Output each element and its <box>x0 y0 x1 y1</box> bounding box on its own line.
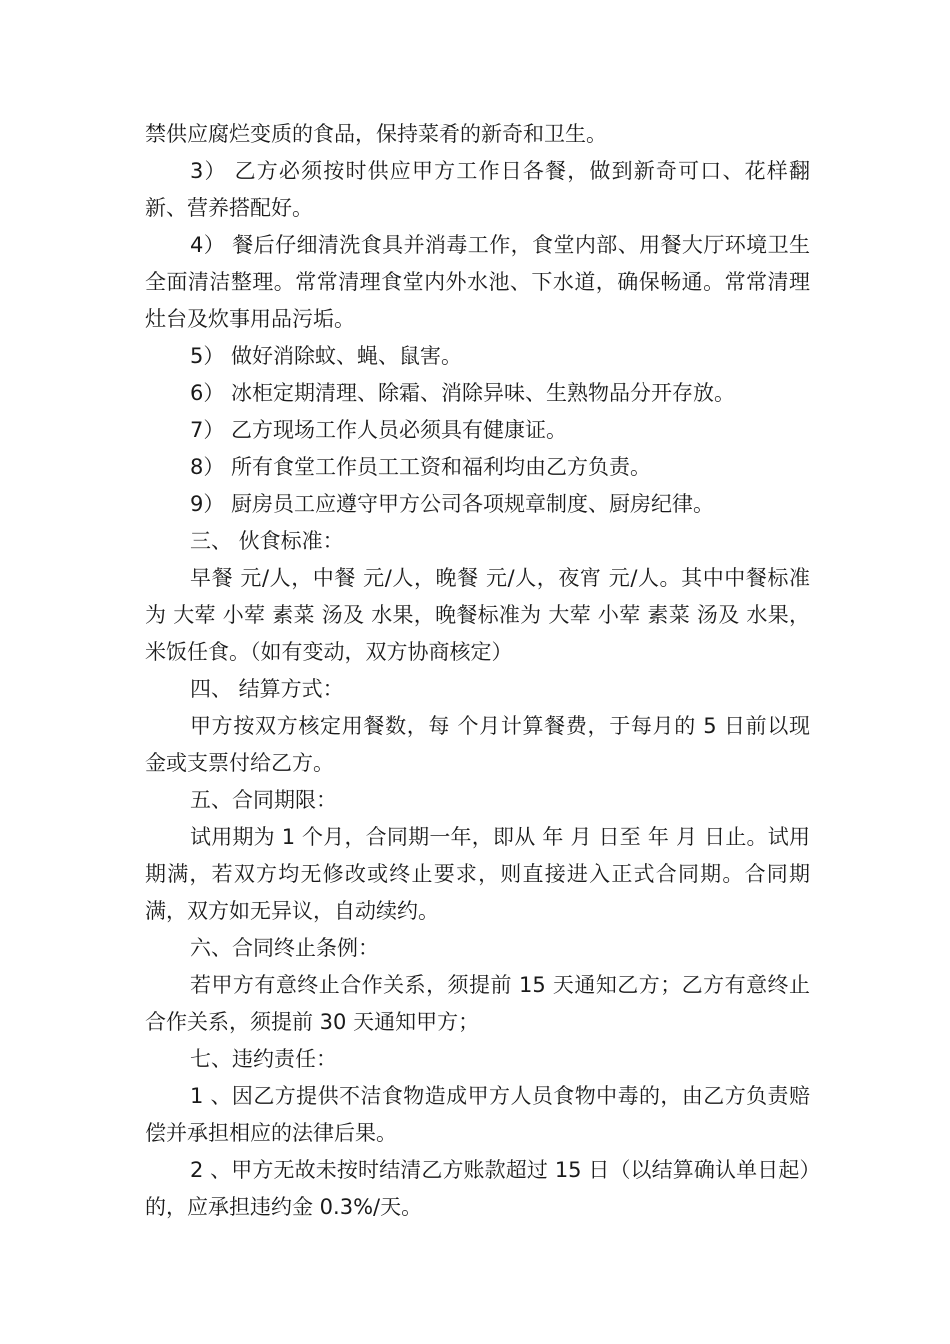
paragraph-item-8: 8） 所有食堂工作员工工资和福利均由乙方负责。 <box>190 455 652 479</box>
section-heading-meal-standard: 三、 伙食标准： <box>190 529 344 553</box>
paragraph-liability-1: 1 、因乙方提供不洁食物造成甲方人员食物中毒的，由乙方负责赔偿并承担相应的法律后果。 <box>145 1084 810 1145</box>
paragraph-liability-2: 2 、甲方无故未按时结清乙方账款超过 15 日（以结算确认单日起）的，应承担违约金 0.3%/天。 <box>145 1158 810 1219</box>
paragraph-item-3: 3） 乙方必须按时供应甲方工作日各餐，做到新奇可口、花样翻新、营养搭配好。 <box>145 159 810 220</box>
section-heading-settlement: 四、 结算方式： <box>190 677 344 701</box>
section-heading-termination: 六、合同终止条例： <box>190 936 379 960</box>
section-heading-liability: 七、违约责任： <box>190 1047 337 1071</box>
paragraph-meal-standard: 早餐 元/人，中餐 元/人，晚餐 元/人，夜宵 元/人。其中中餐标准为 大荤 小荤 素菜 汤及 水果，晚餐标准为 大荤 小荤 素菜 汤及 水果，米饭任食。（如有变动，双方协商核定） <box>145 566 810 664</box>
paragraph-food-hygiene: 禁供应腐烂变质的食品，保持菜肴的新奇和卫生。 <box>145 122 607 146</box>
paragraph-settlement: 甲方按双方核定用餐数，每 个月计算餐费，于每月的 5 日前以现金或支票付给乙方。 <box>145 714 810 775</box>
paragraph-item-5: 5） 做好消除蚊、蝇、鼠害。 <box>190 344 463 368</box>
paragraph-item-7: 7） 乙方现场工作人员必须具有健康证。 <box>190 418 568 442</box>
document-body <box>145 116 810 1226</box>
paragraph-item-6: 6） 冰柜定期清理、除霜、消除异味、生熟物品分开存放。 <box>190 381 736 405</box>
section-heading-contract-term: 五、合同期限： <box>190 788 337 812</box>
paragraph-item-9: 9） 厨房员工应遵守甲方公司各项规章制度、厨房纪律。 <box>190 492 715 516</box>
paragraph-termination: 若甲方有意终止合作关系，须提前 15 天通知乙方；乙方有意终止合作关系，须提前 30 天通知甲方； <box>145 973 810 1034</box>
paragraph-item-4: 4） 餐后仔细清洗食具并消毒工作，食堂内部、用餐大厅环境卫生全面清洁整理。常常清理食堂内外水池、下水道，确保畅通。常常清理灶台及炊事用品污垢。 <box>145 233 810 331</box>
paragraph-contract-term: 试用期为 1 个月，合同期一年，即从 年 月 日至 年 月 日止。试用期满，若双方均无修改或终止要求，则直接进入正式合同期。合同期满，双方如无异议，自动续约。 <box>145 825 810 923</box>
